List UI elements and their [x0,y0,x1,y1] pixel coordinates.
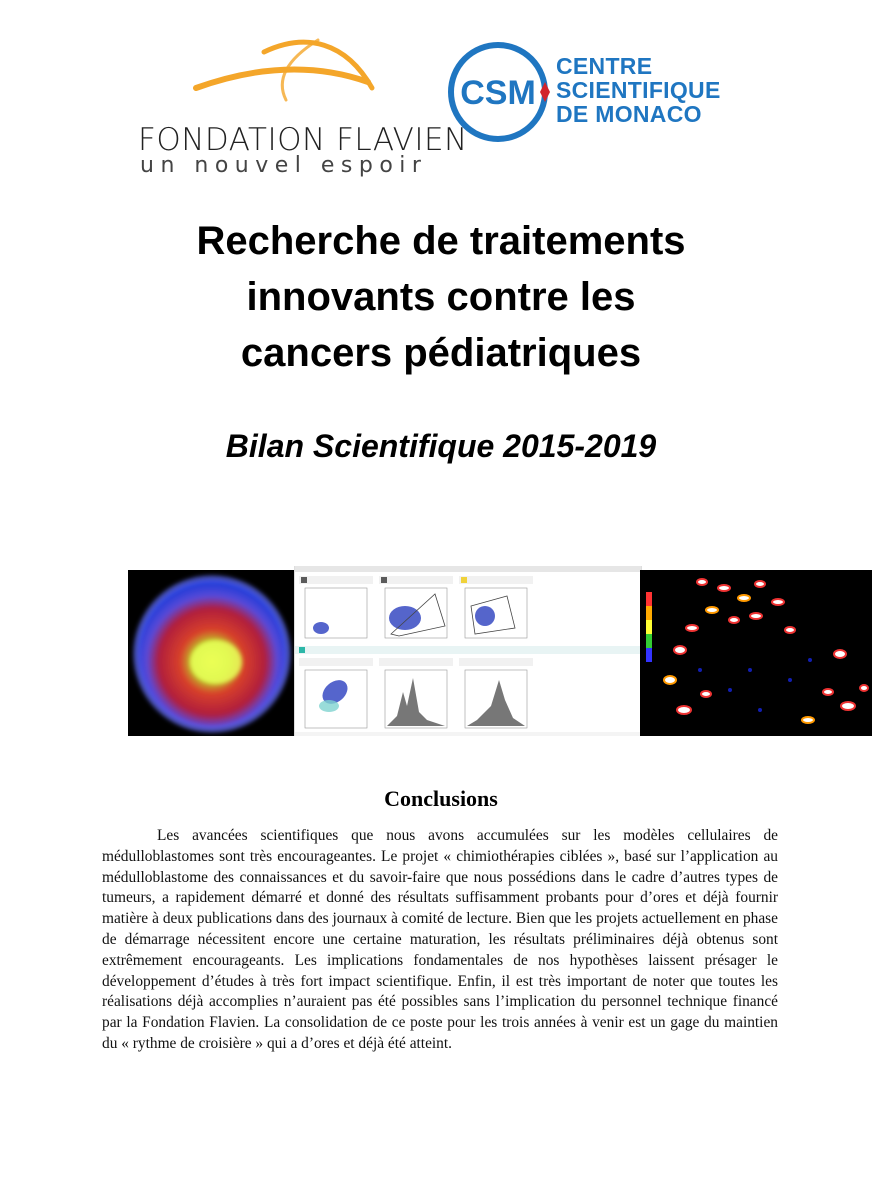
swoosh-icon [136,30,426,110]
cell-fluorescence-image [640,570,872,736]
flow-cytometry-image [294,566,642,736]
page-title [60,213,822,381]
csm-ring-icon [446,40,550,144]
conclusions-paragraph: Les avancées scientifiques que nous avons accumulées sur les modèles cellulaires de médulloblastomes sont très encourageantes. Le projet « chimiothérapies ciblées », basé sur l’application au médulloblastome des connaissances et du savoir-faire que nous possédions dans le cadre d’autres types de tumeurs, a rapidement démarré et donné des résultats suffisamment probants pour d’ores et déjà fournir matière à deux publications dans des journaux à comité de lecture. Bien que les projets actuellement en phase de démarrage nécessitent encore une certaine maturation, les résultats préliminaires déjà obtenus sont extrêmement encourageants. Les implications fondamentales de nos hypothèses laissent présager le développement d’études à très fort impact scientifique. Enfin, il est très important de noter que toutes les réalisations déjà accomplies n’auraient pas été possibles sans l’implication du personnel technique financé par la Fondation Flavien. La consolidation de ce poste pour les trois années à venir est un gage du maintien du « rythme de croisière » qui a d’ores et déjà été atteint. [102,827,778,1052]
fondation-tagline: un nouvel espoir [140,153,428,178]
page-subtitle: Bilan Scientifique 2015-2019 [225,428,657,464]
fondation-flavien-logo [136,30,468,178]
title-line-3: cancers pédiatriques [240,331,642,375]
csm-initials: CSM [460,74,536,112]
image-strip [128,566,744,738]
tumor-sphere-image [128,570,294,736]
csm-logo [446,40,736,150]
csm-line-1: CENTRE [556,53,653,79]
title-line-1: Recherche de traitements [196,219,686,263]
csm-line-3: DE MONACO [556,101,702,127]
fondation-name: FONDATION FLAVIEN [138,122,468,158]
conclusions-heading: Conclusions [384,786,498,811]
title-line-2: innovants contre les [246,275,636,319]
csm-line-2: SCIENTIFIQUE [556,77,721,103]
csm-wordmark [556,54,721,126]
